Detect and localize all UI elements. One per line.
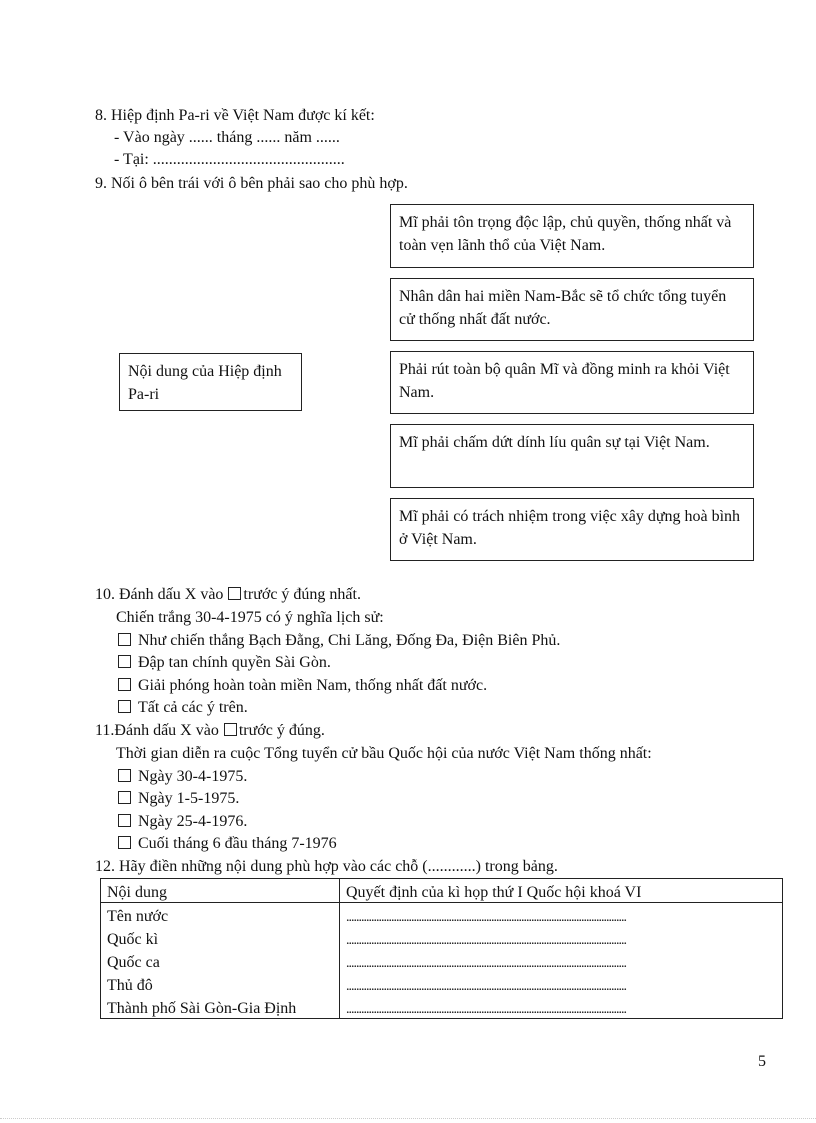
q10-title-post: trước ý đúng nhất. [243,586,361,603]
checkbox[interactable] [118,633,131,646]
q10-option-1 [118,631,560,651]
q10-prompt: Chiến trắng 30-4-1975 có ý nghĩa lịch sử: [116,609,384,626]
answer-blank[interactable]: ................................................................................................................ [340,949,783,972]
q8-title: 8. Hiệp định Pa-ri về Việt Nam được kí kết: [95,107,375,124]
option-label: Ngày 25-4-1976. [138,813,248,830]
table-row [101,995,783,1019]
checkbox-sample-icon [228,587,241,600]
row-label: Quốc kì [101,926,340,949]
q10-option-4 [118,698,248,718]
checkbox[interactable] [118,655,131,668]
option-label: Giải phóng hoàn toàn miền Nam, thống nhất đất nước. [138,677,488,694]
q9-right-box-3: Phải rút toàn bộ quân Mĩ và đồng minh ra khỏi Việt Nam. [390,351,754,414]
option-label: Cuối tháng 6 đầu tháng 7-1976 [138,835,337,852]
q9-right-box-2: Nhân dân hai miền Nam-Bắc sẽ tổ chức tổng tuyển cử thống nhất đất nước. [390,278,754,341]
q10-title [95,585,361,605]
q10-option-2 [118,653,331,673]
answer-blank[interactable]: ................................................................................................................ [340,995,783,1019]
checkbox[interactable] [118,700,131,713]
table-row [101,949,783,972]
answer-blank[interactable]: ................................................................................................................ [340,903,783,927]
q10-option-3 [118,676,487,696]
column-header-decision: Quyết định của kì họp thứ I Quốc hội khoá VI [340,879,783,903]
row-label: Quốc ca [101,949,340,972]
q9-left-box: Nội dung của Hiệp định Pa-ri [119,353,302,411]
row-label: Thủ đô [101,972,340,995]
q9-right-box-4: Mĩ phải chấm dứt dính líu quân sự tại Việt Nam. [390,424,754,488]
table-row [101,972,783,995]
q8-date-line: - Vào ngày ...... tháng ...... năm ...... [114,129,340,146]
page-footer-divider [0,1118,816,1119]
q11-title-post: trước ý đúng. [238,722,325,739]
q11-option-1 [118,767,247,787]
table-header-row [101,879,783,903]
q11-title-pre: 11.Đánh dấu X vào [95,722,219,739]
q10-title-pre: 10. Đánh dấu X vào [95,586,224,603]
checkbox[interactable] [118,791,131,804]
page-number: 5 [758,1053,766,1070]
q9-right-box-5: Mĩ phải có trách nhiệm trong việc xây dựng hoà bình ở Việt Nam. [390,498,754,561]
checkbox[interactable] [118,769,131,782]
q11-option-3 [118,812,247,832]
column-header-content: Nội dung [101,879,340,903]
checkbox[interactable] [118,836,131,849]
answer-blank[interactable]: ................................................................................................................ [340,926,783,949]
checkbox-sample-icon [224,723,237,736]
q11-prompt: Thời gian diễn ra cuộc Tổng tuyển cử bầu Quốc hội của nước Việt Nam thống nhất: [116,745,652,762]
q12-table [100,878,783,1019]
option-label: Ngày 30-4-1975. [138,768,248,785]
table-row [101,926,783,949]
table-row [101,903,783,927]
checkbox[interactable] [118,814,131,827]
row-label: Tên nước [101,903,340,927]
option-label: Tất cả các ý trên. [138,699,248,716]
q9-right-box-1: Mĩ phải tôn trọng độc lập, chủ quyền, thống nhất và toàn vẹn lãnh thổ của Việt Nam. [390,204,754,268]
q11-option-4 [118,834,337,854]
q12-title: 12. Hãy điền những nội dung phù hợp vào các chỗ (............) trong bảng. [95,858,558,875]
option-label: Ngày 1-5-1975. [138,790,240,807]
option-label: Như chiến thắng Bạch Đằng, Chi Lăng, Đống Đa, Điện Biên Phủ. [138,632,561,649]
row-label: Thành phố Sài Gòn-Gia Định [101,995,340,1019]
option-label: Đập tan chính quyền Sài Gòn. [138,654,331,671]
q8-place-line: - Tại: ................................................ [114,151,345,168]
checkbox[interactable] [118,678,131,691]
q11-title [95,721,325,741]
answer-blank[interactable]: ................................................................................................................ [340,972,783,995]
q11-option-2 [118,789,239,809]
q9-title: 9. Nối ô bên trái với ô bên phải sao cho phù hợp. [95,175,408,192]
